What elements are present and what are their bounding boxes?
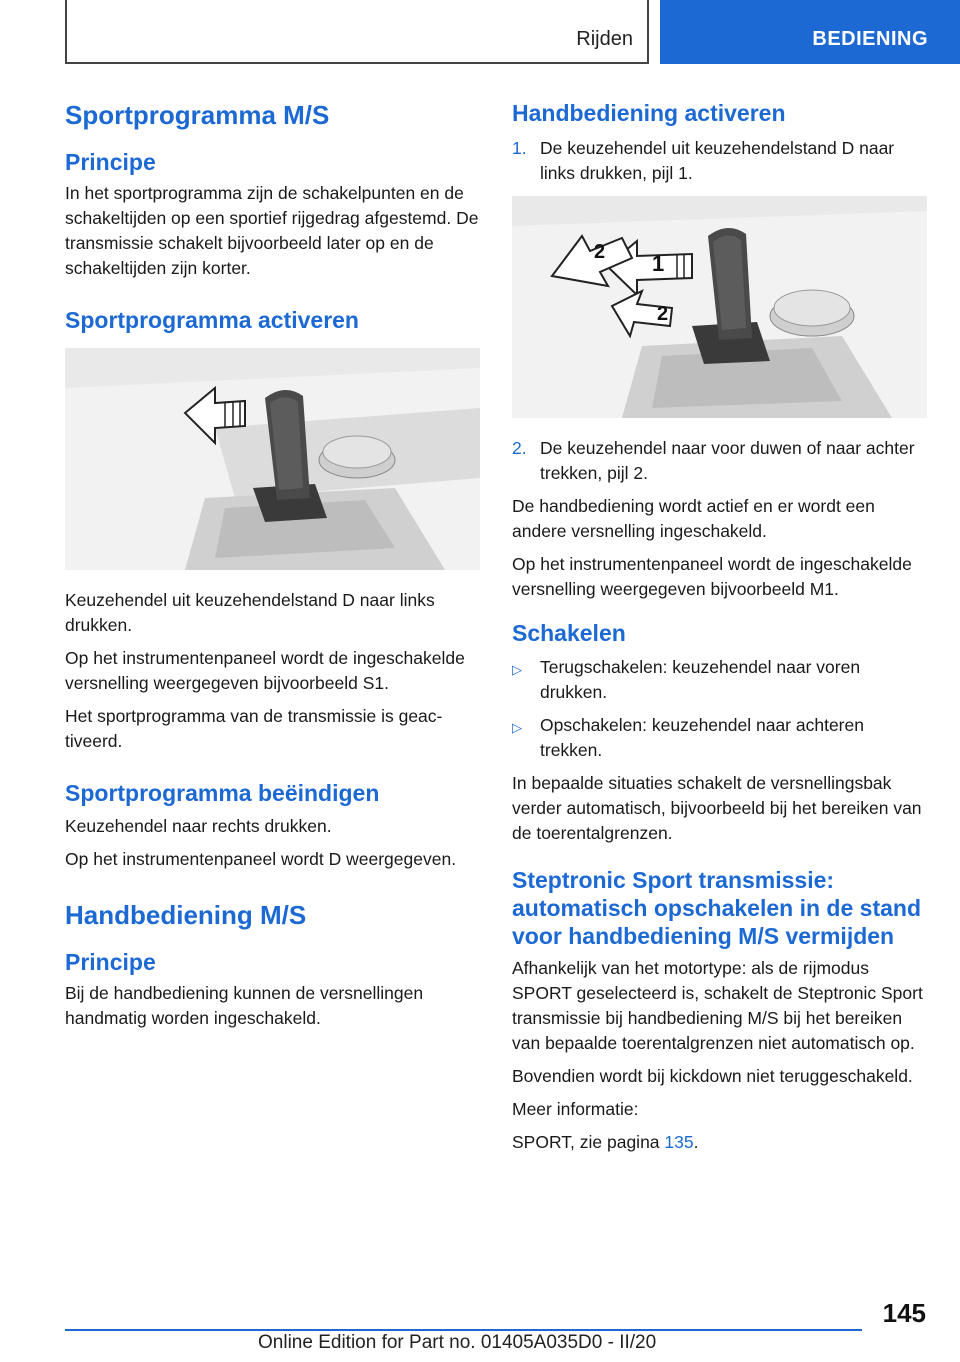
step-text: De keuzehendel naar voor duwen of naar achter trekken, pijl 2. (540, 437, 915, 483)
right-column (512, 100, 930, 1163)
principe-2-text: Bij de handbediening kunnen de versnellingen handmatig worden ingeschakeld. (65, 982, 424, 1028)
heading-principe-2: Principe (65, 949, 156, 976)
chapter-title: Rijden (576, 28, 633, 50)
bullet-text: Terugschakelen: keuzehendel naar voren drukken. (540, 657, 861, 703)
page-header (0, 0, 960, 66)
principe-text: In het sportprogramma zijn de schakelpunten en de schakeltijden op een sportief rijgedrag afgestemd. De transmissie schakelt bijvoorbeeld later op en de schakeltijden zijn korter. (65, 182, 479, 278)
gear-selector-illustration-left (65, 348, 480, 570)
list-item (512, 655, 930, 705)
gear-selector-illustration-right (512, 196, 927, 418)
gear-selector-drawing (65, 348, 480, 570)
arrow-label-2b: 2 (657, 302, 669, 325)
heading-steptronic: Steptronic Sport transmissie: automatisch opschakelen in de stand voor handbediening M/S vermijden (512, 867, 921, 950)
arrow-label-1: 1 (652, 250, 665, 276)
section-tab (660, 0, 960, 64)
handbediening-display: Op het instrumentenpaneel wordt de ingeschakelde versnelling weergegeven bijvoorbeeld M1. (512, 553, 912, 599)
chapter-tab (65, 0, 649, 64)
beeindigen-display: Op het instrumentenpaneel wordt D weergegeven. (65, 848, 457, 869)
list-item (512, 713, 930, 763)
page-number: 145 (882, 1298, 926, 1328)
steptronic-text: Afhankelijk van het motortype: als de rijmodus SPORT geselecteerd is, schakelt de Steptronic Sport transmissie bij handbediening M/S bij het bereiken van bepaalde toerentalgrenzen niet automatisch op. (512, 958, 923, 1054)
arrow-label-2a: 2 (594, 240, 606, 263)
reference-prefix: SPORT, zie pagina (512, 1132, 665, 1153)
activeren-display: Op het instrumentenpaneel wordt de ingeschakelde versnelling weergegeven bijvoorbeeld S1. (65, 648, 465, 694)
activeren-result: Het sportprogramma van de transmissie is geactiveerd. (65, 706, 443, 752)
heading-principe: Principe (65, 149, 156, 176)
page-link[interactable]: 135 (664, 1132, 694, 1153)
left-column (65, 100, 483, 1039)
meer-informatie: Meer informatie: (512, 1099, 639, 1120)
step-number: 2. (512, 437, 527, 458)
triangle-bullet-icon: ▷ (512, 720, 522, 736)
footer-divider (65, 1329, 862, 1331)
bullet-text: Opschakelen: keuzehendel naar achteren trekken. (540, 715, 864, 761)
list-item (512, 136, 930, 186)
beeindigen-step: Keuzehendel naar rechts drukken. (65, 815, 332, 836)
step-text: De keuzehendel uit keuzehendelstand D naar links drukken, pijl 1. (540, 137, 895, 183)
sport-reference (512, 1130, 930, 1155)
kickdown-text: Bovendien wordt bij kickdown niet teruggeschakeld. (512, 1066, 913, 1087)
heading-handbediening: Handbediening M/S (65, 899, 307, 930)
list-item (512, 436, 930, 486)
heading-sport-beeindigen: Sportprogramma beëindigen (65, 780, 380, 807)
heading-schakelen: Schakelen (512, 619, 626, 646)
schakelen-note: In bepaalde situaties schakelt de versnellingsbak verder automatisch, bijvoorbeeld bij het bereiken van de toerentalgrenzen. (512, 773, 922, 844)
section-title: BEDIENING (812, 28, 928, 50)
heading-sport-activeren: Sportprogramma activeren (65, 306, 359, 333)
heading-handbediening-activeren: Handbediening activeren (512, 100, 786, 126)
reference-suffix: . (693, 1132, 699, 1153)
triangle-bullet-icon: ▷ (512, 662, 522, 678)
activeren-step: Keuzehendel uit keuzehendelstand D naar links drukken. (65, 590, 435, 636)
handbediening-result: De handbediening wordt actief en er wordt een andere versnelling ingeschakeld. (512, 495, 875, 541)
edition-text: Online Edition for Part no. 01405A035D0 - II/20 (258, 1332, 657, 1353)
heading-sportprogramma: Sportprogramma M/S (65, 100, 330, 130)
gear-selector-arrows-drawing (512, 196, 927, 418)
step-number: 1. (512, 137, 527, 158)
